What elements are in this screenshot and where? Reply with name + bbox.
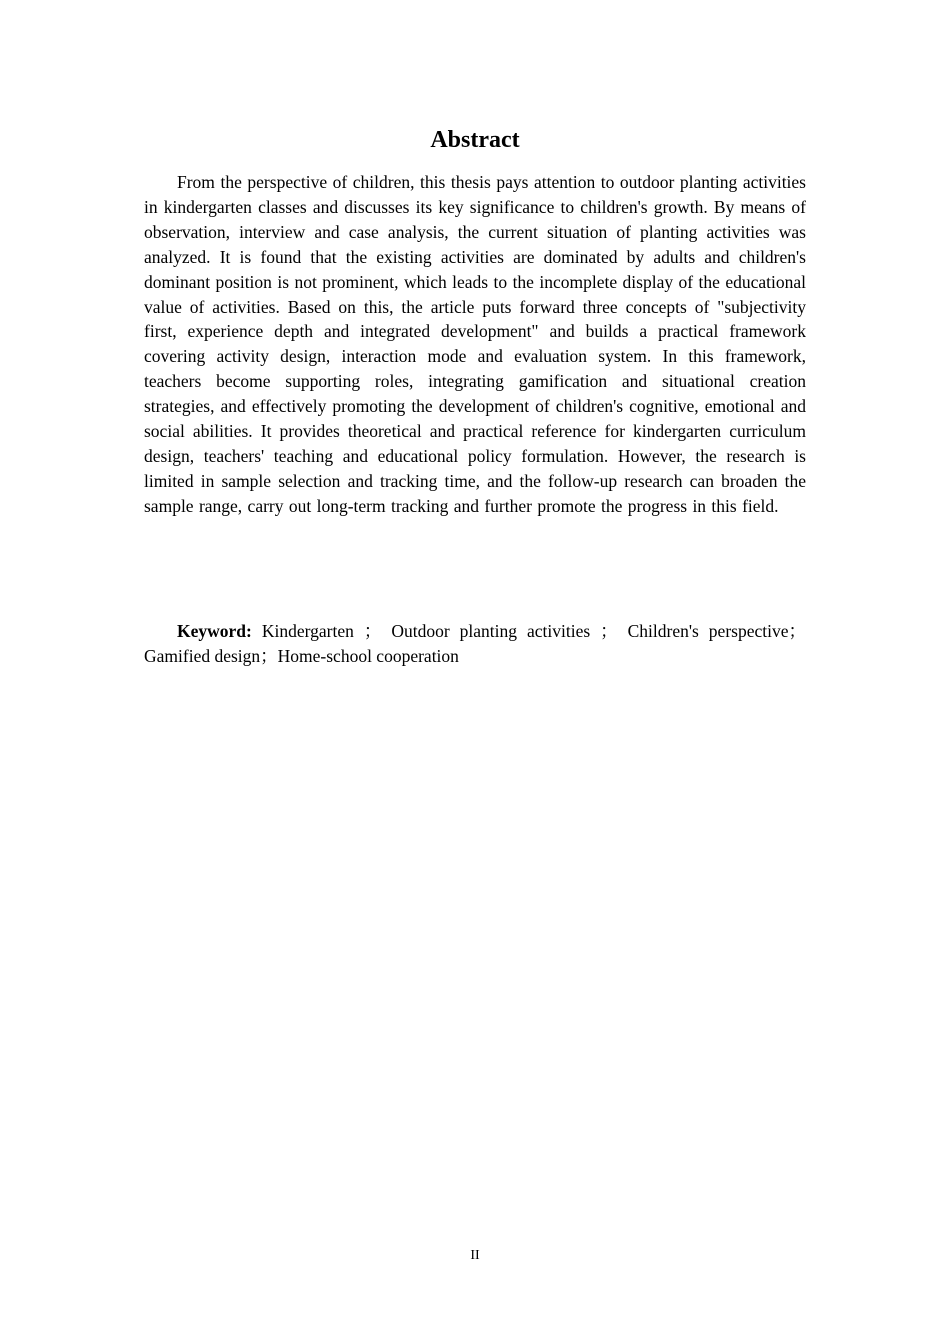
page-number: II bbox=[470, 1248, 480, 1263]
abstract-body: From the perspective of children, this thesis pays attention to outdoor planting activities in kindergarten classes and discusses its key significance to children's growth. By means of observation, interview and case analysis, the current situation of planting activities was analyzed. It is found that the existing activities are dominated by adults and children's dominant position is not prominent, which leads to the incomplete display of the educational value of activities. Based on this, the article puts forward three concepts of "subjectivity first, experience depth and integrated development" and builds a practical framework covering activity design, interaction mode and evaluation system. In this framework, teachers become supporting roles, integrating gamification and situational creation strategies, and effectively promoting the development of children's cognitive, emotional and social abilities. It provides theoretical and practical reference for kindergarten curriculum design, teachers' teaching and educational policy formulation. However, the research is limited in sample selection and tracking time, and the follow-up research can broaden the sample range, carry out long-term tracking and further promote the progress in this field. bbox=[144, 172, 806, 516]
abstract-title: Abstract bbox=[430, 127, 520, 153]
keywords-label: Keyword: bbox=[177, 621, 252, 641]
keywords-list: Kindergarten ； Outdoor planting activities ； Children's perspective；Gamified design；Home-school cooperation bbox=[144, 621, 806, 666]
keywords-paragraph bbox=[144, 619, 806, 669]
